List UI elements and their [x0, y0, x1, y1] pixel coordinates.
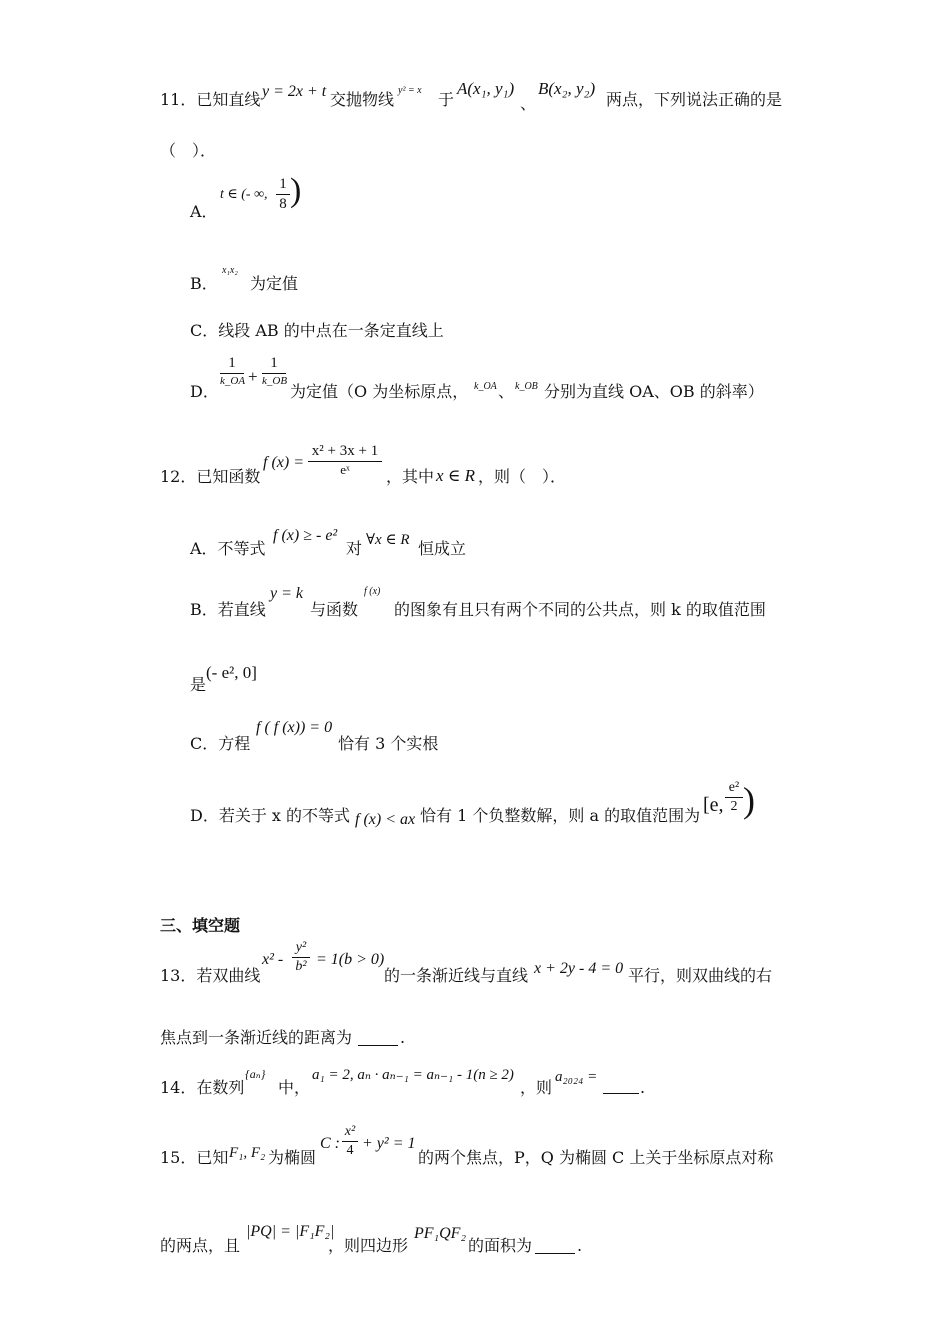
q12-text-2: ，则（ ）．: [478, 467, 567, 486]
q12-option-d-range-fraction: e² 2: [725, 780, 743, 815]
q11-text-1: 交抛物线: [330, 90, 395, 109]
q12-domain: x ∈ R: [436, 466, 476, 485]
q15-ellipse-c: C :: [320, 1135, 340, 1152]
q13-end: .: [400, 1028, 406, 1047]
q12-option-d-range-left: [e,: [703, 794, 724, 816]
q12-option-c-label: C．方程: [190, 734, 251, 753]
q11-option-b-text: 为定值: [250, 274, 299, 293]
q14-sequence: {aₙ}: [245, 1067, 266, 1081]
q11-separator: 、: [520, 94, 537, 113]
q11-line-equation: y = 2x + t: [262, 83, 327, 100]
q12-option-d-text-2: 恰有 1 个负整数解，则 a 的取值范围为: [420, 806, 701, 825]
q12-option-b-text-2: 的图象有且只有两个不同的公共点，则 k 的取值范围: [394, 600, 766, 619]
q11-option-a-fraction: 1 8: [276, 176, 290, 214]
q12-option-a-math-1: f (x) ≥ - e²: [273, 527, 338, 544]
q12-option-b-text-1: 与函数: [310, 600, 359, 619]
q11-text-2: 于: [438, 90, 455, 109]
q14-end: .: [640, 1078, 646, 1097]
q13-answer-blank[interactable]: [358, 1030, 398, 1046]
q11-option-b-label: B．: [190, 274, 218, 293]
q11-text-3: 两点，下列说法正确的是: [606, 90, 783, 109]
q12-option-d-text: D．若关于 x 的不等式: [190, 806, 351, 825]
q11-option-d-fraction-1: 1 k_OA: [220, 355, 246, 388]
q14-ask: a₂₀₂₄ =: [555, 1069, 598, 1085]
q13-line: x + 2y - 4 = 0: [534, 960, 624, 977]
q12-option-b-label: B．若直线: [190, 600, 266, 619]
q12-option-b-range: (- e², 0]: [206, 663, 257, 682]
q11-option-d-fraction-2: 1 k_OB: [262, 355, 288, 388]
q12-option-c-text: 恰有 3 个实根: [338, 734, 439, 753]
q12-function: f (x) =: [263, 454, 304, 471]
q11-option-a-label: A．: [190, 202, 218, 221]
q11-option-d-plus: +: [248, 367, 258, 386]
q13-hyperbola-x: x² -: [262, 951, 284, 968]
q13-hyperbola-rest: = 1(b > 0): [316, 951, 385, 968]
q12-option-b-shi: 是: [190, 675, 207, 694]
q12-option-b-line: y = k: [270, 585, 303, 602]
q12-option-d-math: f (x) < ax: [355, 811, 416, 828]
q12-fraction: x² + 3x + 1 eˣ: [308, 443, 382, 478]
q15-quadrilateral: PF₁QF₂: [414, 1225, 466, 1242]
q15-foci: F₁, F₂: [229, 1145, 266, 1161]
q14-text-2: ，则: [520, 1078, 553, 1097]
q15-answer-blank[interactable]: [535, 1238, 575, 1254]
q15-ellipse-rest: + y² = 1: [362, 1135, 416, 1152]
q13-stem-number: 13．若双曲线: [160, 966, 261, 985]
q12-option-d-range-right: ): [743, 780, 755, 820]
q12-option-c-math: f ( f (x)) = 0: [256, 719, 333, 736]
q11-option-d-text-2: 分别为直线 OA、OB 的斜率）: [544, 382, 764, 401]
q11-option-d-kob: k_OB: [515, 381, 538, 392]
q12-option-a-dui: 对: [346, 539, 363, 558]
q11-option-d-koa: k_OA: [474, 381, 497, 392]
q14-answer-blank[interactable]: [603, 1078, 639, 1094]
q12-option-b-fx: f (x): [364, 586, 381, 597]
q14-text-1: 中，: [278, 1078, 311, 1097]
q15-ellipse-fraction: x² 4: [342, 1124, 358, 1159]
q12-option-a-label: A．不等式: [190, 539, 266, 558]
q13-text-2: 平行，则双曲线的右: [628, 966, 773, 985]
q11-point-a: A(x₁, y₁): [457, 79, 515, 98]
q12-option-a-math-2: ∀x ∈ R: [366, 532, 410, 548]
q15-text-2: 的两个焦点，P，Q 为椭圆 C 上关于坐标原点对称: [418, 1148, 774, 1167]
q11-option-a-math: t ∈ (- ∞,: [220, 187, 268, 202]
q13-text-1: 的一条渐近线与直线: [384, 966, 529, 985]
q11-paren: （ ）．: [160, 141, 217, 160]
q14-condition: a₁ = 2, aₙ · aₙ₋₁ = aₙ₋₁ - 1(n ≥ 2): [312, 1067, 514, 1083]
q12-text-1: ，其中: [386, 467, 435, 486]
q11-parabola: y² = x: [398, 85, 422, 96]
q12-option-a-text: 恒成立: [418, 539, 467, 558]
q15-condition: |PQ| = |F₁F₂|: [246, 1223, 335, 1240]
section-3-title: 三、填空题: [160, 916, 241, 935]
q11-option-d-label: D．: [190, 382, 219, 401]
q14-stem-number: 14．在数列: [160, 1078, 245, 1097]
q13-hyperbola-fraction: y² b²: [292, 940, 310, 975]
q11-option-d-sep: 、: [498, 382, 515, 401]
q11-option-b-math: x₁x₂: [222, 265, 238, 276]
q15-stem-number: 15．已知: [160, 1148, 229, 1167]
q15-end: .: [577, 1236, 583, 1255]
q15-text-5: 的面积为: [468, 1236, 533, 1255]
q15-text-3: 的两点，且: [160, 1236, 241, 1255]
q12-stem-number: 12．已知函数: [160, 467, 261, 486]
q15-text-1: 为椭圆: [268, 1148, 317, 1167]
q11-stem-number: 11．已知直线: [160, 90, 261, 109]
q11-option-c: C．线段 AB 的中点在一条定直线上: [190, 321, 444, 340]
q11-option-a-close: ): [290, 172, 302, 209]
q15-text-4: ，则四边形: [328, 1236, 409, 1255]
q13-text-3: 焦点到一条渐近线的距离为: [160, 1028, 353, 1047]
q11-point-b: B(x₂, y₂): [538, 79, 596, 98]
q11-option-d-text-1: 为定值（O 为坐标原点，: [290, 382, 469, 401]
